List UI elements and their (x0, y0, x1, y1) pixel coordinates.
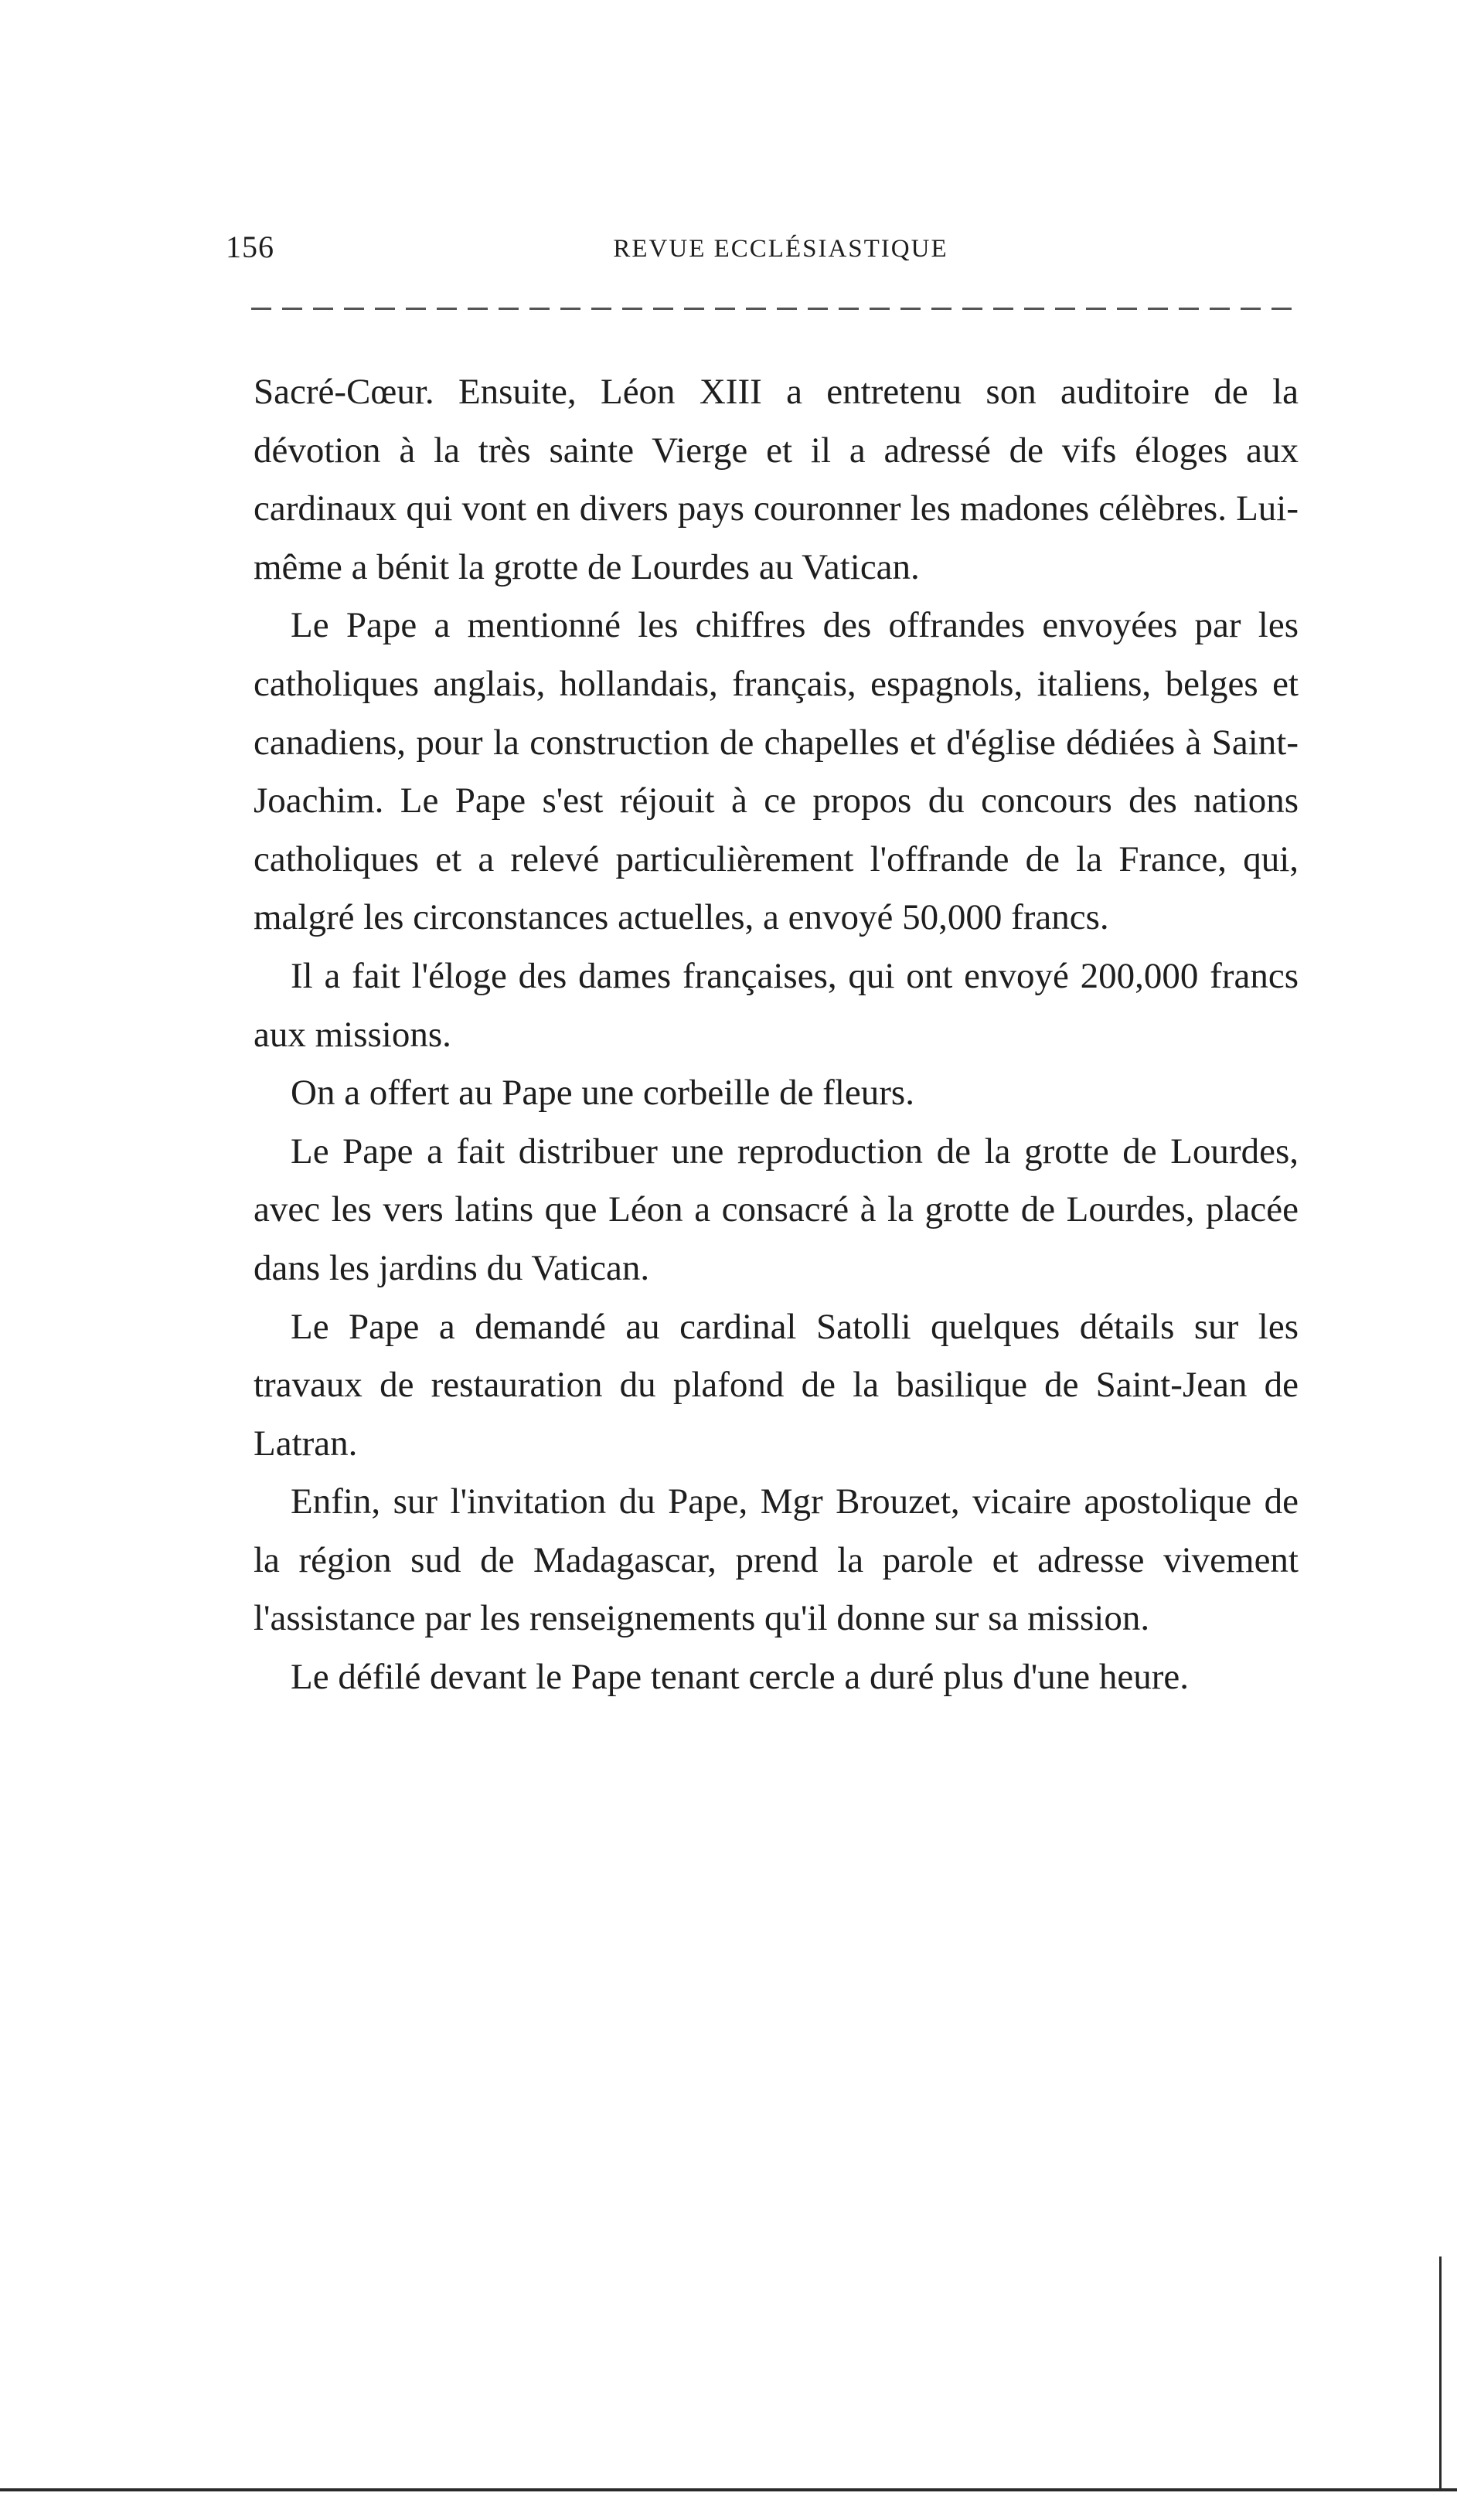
page-number: 156 (226, 230, 274, 264)
body-text (254, 363, 1299, 1707)
paragraph-8: Le défilé devant le Pape tenant cercle a duré plus d'une heure. (291, 1657, 1190, 1698)
header-rule (251, 308, 1299, 310)
paragraph-6: Le Pape a demandé au cardinal Satolli quelques détails sur les travaux de restauration du plafond de la basilique de Saint-Jean de Latran. (254, 1306, 1299, 1464)
bottom-rule (0, 2488, 1457, 2491)
running-title: REVUE ECCLÉSIASTIQUE (613, 235, 948, 263)
paragraph-5: Le Pape a fait distribuer une reproduction de la grotte de Lourdes, avec les vers latins que Léon a consacré à la grotte de Lourdes, placée dans les jardins du Vatican. (254, 1131, 1299, 1288)
page-edge-line (1439, 2256, 1442, 2488)
paragraph-3: Il a fait l'éloge des dames françaises, qui ont envoyé 200,000 francs aux missions. (254, 955, 1299, 1055)
paragraph-4: On a offert au Pape une corbeille de fleurs. (291, 1073, 914, 1114)
paragraph-1: Sacré-Cœur. Ensuite, Léon XIII a entretenu son auditoire de la dévotion à la très sainte Vierge et il a adressé de vifs éloges aux cardinaux qui vont en divers pays couronner les madones célèbres. Lui-même a bénit la grotte de Lourdes au Vatican. (254, 372, 1299, 587)
paragraph-7: Enfin, sur l'invitation du Pape, Mgr Brouzet, vicaire apostolique de la région sud de Madagascar, prend la parole et adresse vivement l'assistance par les renseignements qu'il donne sur sa mission. (254, 1481, 1299, 1639)
paragraph-2: Le Pape a mentionné les chiffres des offrandes envoyées par les catholiques anglais, hollandais, français, espagnols, italiens, belges et canadiens, pour la construction de chapelles et d'église dédiées à Saint-Joachim. Le Pape s'est réjouit à ce propos du concours des nations catholiques et a relevé particulièrement l'offrande de la France, qui, malgré les circonstances actuelles, a envoyé 50,000 francs. (254, 605, 1299, 938)
